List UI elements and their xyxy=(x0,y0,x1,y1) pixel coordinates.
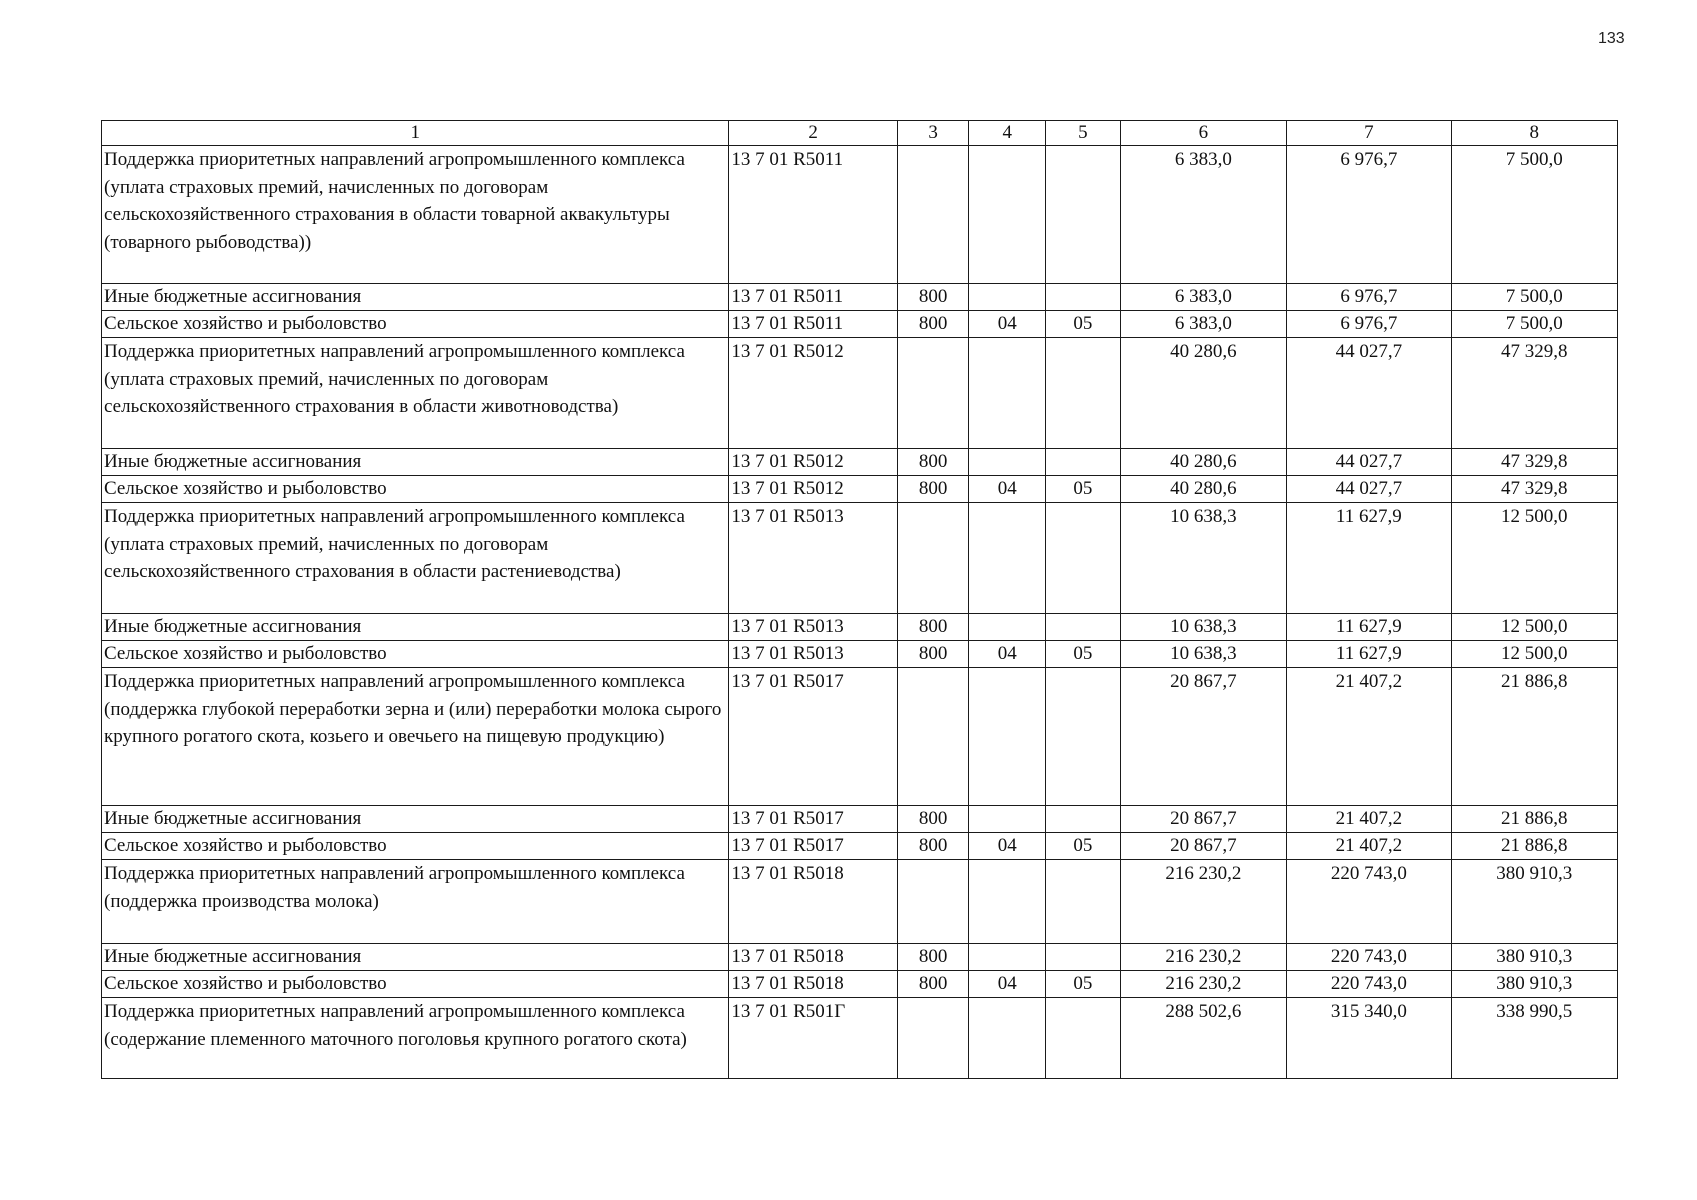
expense-type xyxy=(897,338,969,449)
header-row xyxy=(102,121,1618,146)
subsection xyxy=(1046,146,1121,284)
subsection xyxy=(1046,614,1121,641)
expense-type xyxy=(897,503,969,614)
target-article-code: 13 7 01 R5017 xyxy=(729,806,897,833)
amount-col-8: 47 329,8 xyxy=(1451,449,1617,476)
expense-type: 800 xyxy=(897,641,969,668)
amount-col-8: 12 500,0 xyxy=(1451,614,1617,641)
expense-type: 800 xyxy=(897,476,969,503)
item-name: Поддержка приоритетных направлений агропромышленного комплекса (поддержка глубокой переработки зерна и (или) переработки молока сырого крупного рогатого скота, козьего и овечьего на пищевую продукцию) xyxy=(102,668,729,806)
amount-col-8: 21 886,8 xyxy=(1451,668,1617,806)
section: 04 xyxy=(969,641,1046,668)
subsection: 05 xyxy=(1046,833,1121,860)
table-row xyxy=(102,944,1618,971)
table-row xyxy=(102,614,1618,641)
subsection xyxy=(1046,503,1121,614)
target-article-code: 13 7 01 R5018 xyxy=(729,860,897,944)
column-header: 8 xyxy=(1451,121,1617,146)
amount-col-6: 216 230,2 xyxy=(1120,944,1286,971)
table-row xyxy=(102,284,1618,311)
target-article-code: 13 7 01 R5018 xyxy=(729,944,897,971)
expense-type: 800 xyxy=(897,833,969,860)
amount-col-8: 7 500,0 xyxy=(1451,146,1617,284)
subsection xyxy=(1046,338,1121,449)
table-row xyxy=(102,311,1618,338)
target-article-code: 13 7 01 R501Г xyxy=(729,998,897,1079)
item-name: Поддержка приоритетных направлений агропромышленного комплекса (уплата страховых премий, начисленных по договорам сельскохозяйственного страхования в области товарной аквакультуры (товарного рыбоводства)) xyxy=(102,146,729,284)
section xyxy=(969,860,1046,944)
item-name: Сельское хозяйство и рыболовство xyxy=(102,476,729,503)
amount-col-7: 6 976,7 xyxy=(1287,146,1451,284)
amount-col-6: 6 383,0 xyxy=(1120,311,1286,338)
amount-col-6: 288 502,6 xyxy=(1120,998,1286,1079)
target-article-code: 13 7 01 R5017 xyxy=(729,668,897,806)
amount-col-7: 21 407,2 xyxy=(1287,668,1451,806)
item-name: Сельское хозяйство и рыболовство xyxy=(102,833,729,860)
amount-col-8: 380 910,3 xyxy=(1451,860,1617,944)
subsection xyxy=(1046,944,1121,971)
table-row xyxy=(102,449,1618,476)
target-article-code: 13 7 01 R5013 xyxy=(729,503,897,614)
target-article-code: 13 7 01 R5013 xyxy=(729,641,897,668)
amount-col-8: 12 500,0 xyxy=(1451,503,1617,614)
table-row xyxy=(102,971,1618,998)
target-article-code: 13 7 01 R5012 xyxy=(729,476,897,503)
subsection: 05 xyxy=(1046,641,1121,668)
amount-col-6: 40 280,6 xyxy=(1120,476,1286,503)
amount-col-8: 47 329,8 xyxy=(1451,338,1617,449)
amount-col-6: 6 383,0 xyxy=(1120,146,1286,284)
column-header: 6 xyxy=(1120,121,1286,146)
amount-col-7: 44 027,7 xyxy=(1287,449,1451,476)
subsection xyxy=(1046,449,1121,476)
subsection xyxy=(1046,284,1121,311)
target-article-code: 13 7 01 R5012 xyxy=(729,449,897,476)
section xyxy=(969,146,1046,284)
item-name: Сельское хозяйство и рыболовство xyxy=(102,311,729,338)
budget-table xyxy=(101,120,1618,1079)
item-name: Иные бюджетные ассигнования xyxy=(102,284,729,311)
amount-col-7: 11 627,9 xyxy=(1287,641,1451,668)
amount-col-6: 40 280,6 xyxy=(1120,449,1286,476)
amount-col-6: 216 230,2 xyxy=(1120,971,1286,998)
amount-col-8: 338 990,5 xyxy=(1451,998,1617,1079)
amount-col-7: 21 407,2 xyxy=(1287,833,1451,860)
column-header: 2 xyxy=(729,121,897,146)
subsection: 05 xyxy=(1046,311,1121,338)
amount-col-8: 21 886,8 xyxy=(1451,833,1617,860)
amount-col-8: 7 500,0 xyxy=(1451,311,1617,338)
subsection xyxy=(1046,668,1121,806)
subsection xyxy=(1046,806,1121,833)
expense-type: 800 xyxy=(897,614,969,641)
section: 04 xyxy=(969,311,1046,338)
column-header: 7 xyxy=(1287,121,1451,146)
amount-col-8: 47 329,8 xyxy=(1451,476,1617,503)
section xyxy=(969,806,1046,833)
section: 04 xyxy=(969,971,1046,998)
item-name: Иные бюджетные ассигнования xyxy=(102,614,729,641)
target-article-code: 13 7 01 R5011 xyxy=(729,146,897,284)
amount-col-7: 44 027,7 xyxy=(1287,338,1451,449)
table-row xyxy=(102,860,1618,944)
amount-col-8: 380 910,3 xyxy=(1451,971,1617,998)
amount-col-7: 220 743,0 xyxy=(1287,860,1451,944)
amount-col-6: 6 383,0 xyxy=(1120,284,1286,311)
amount-col-7: 220 743,0 xyxy=(1287,971,1451,998)
table-row xyxy=(102,146,1618,284)
item-name: Сельское хозяйство и рыболовство xyxy=(102,971,729,998)
target-article-code: 13 7 01 R5018 xyxy=(729,971,897,998)
amount-col-7: 220 743,0 xyxy=(1287,944,1451,971)
amount-col-7: 6 976,7 xyxy=(1287,311,1451,338)
expense-type: 800 xyxy=(897,449,969,476)
section xyxy=(969,449,1046,476)
amount-col-7: 44 027,7 xyxy=(1287,476,1451,503)
amount-col-7: 11 627,9 xyxy=(1287,614,1451,641)
amount-col-8: 21 886,8 xyxy=(1451,806,1617,833)
table-row xyxy=(102,338,1618,449)
expense-type xyxy=(897,998,969,1079)
item-name: Иные бюджетные ассигнования xyxy=(102,944,729,971)
table-row xyxy=(102,998,1618,1079)
section xyxy=(969,668,1046,806)
item-name: Поддержка приоритетных направлений агропромышленного комплекса (уплата страховых премий, начисленных по договорам сельскохозяйственного страхования в области животноводства) xyxy=(102,338,729,449)
table-row xyxy=(102,806,1618,833)
item-name: Иные бюджетные ассигнования xyxy=(102,806,729,833)
expense-type: 800 xyxy=(897,311,969,338)
column-header: 5 xyxy=(1046,121,1121,146)
amount-col-6: 20 867,7 xyxy=(1120,806,1286,833)
table-row xyxy=(102,503,1618,614)
expense-type: 800 xyxy=(897,944,969,971)
column-header: 1 xyxy=(102,121,729,146)
amount-col-7: 315 340,0 xyxy=(1287,998,1451,1079)
page-number: 133 xyxy=(1598,30,1625,47)
amount-col-6: 10 638,3 xyxy=(1120,614,1286,641)
amount-col-6: 40 280,6 xyxy=(1120,338,1286,449)
subsection xyxy=(1046,860,1121,944)
amount-col-8: 380 910,3 xyxy=(1451,944,1617,971)
expense-type xyxy=(897,668,969,806)
table-row xyxy=(102,833,1618,860)
target-article-code: 13 7 01 R5017 xyxy=(729,833,897,860)
target-article-code: 13 7 01 R5012 xyxy=(729,338,897,449)
amount-col-8: 12 500,0 xyxy=(1451,641,1617,668)
amount-col-7: 11 627,9 xyxy=(1287,503,1451,614)
amount-col-8: 7 500,0 xyxy=(1451,284,1617,311)
item-name: Поддержка приоритетных направлений агропромышленного комплекса (уплата страховых премий, начисленных по договорам сельскохозяйственного страхования в области растениеводства) xyxy=(102,503,729,614)
target-article-code: 13 7 01 R5011 xyxy=(729,284,897,311)
amount-col-6: 10 638,3 xyxy=(1120,503,1286,614)
item-name: Сельское хозяйство и рыболовство xyxy=(102,641,729,668)
subsection: 05 xyxy=(1046,476,1121,503)
section xyxy=(969,944,1046,971)
section xyxy=(969,998,1046,1079)
subsection: 05 xyxy=(1046,971,1121,998)
table-row xyxy=(102,641,1618,668)
amount-col-6: 10 638,3 xyxy=(1120,641,1286,668)
item-name: Иные бюджетные ассигнования xyxy=(102,449,729,476)
item-name: Поддержка приоритетных направлений агропромышленного комплекса (поддержка производства молока) xyxy=(102,860,729,944)
section: 04 xyxy=(969,476,1046,503)
column-header: 3 xyxy=(897,121,969,146)
expense-type xyxy=(897,860,969,944)
column-header: 4 xyxy=(969,121,1046,146)
section: 04 xyxy=(969,833,1046,860)
section xyxy=(969,614,1046,641)
section xyxy=(969,338,1046,449)
section xyxy=(969,284,1046,311)
table-row xyxy=(102,476,1618,503)
section xyxy=(969,503,1046,614)
amount-col-6: 20 867,7 xyxy=(1120,833,1286,860)
expense-type: 800 xyxy=(897,806,969,833)
amount-col-6: 20 867,7 xyxy=(1120,668,1286,806)
table-row xyxy=(102,668,1618,806)
amount-col-7: 21 407,2 xyxy=(1287,806,1451,833)
expense-type xyxy=(897,146,969,284)
target-article-code: 13 7 01 R5013 xyxy=(729,614,897,641)
expense-type: 800 xyxy=(897,971,969,998)
expense-type: 800 xyxy=(897,284,969,311)
item-name: Поддержка приоритетных направлений агропромышленного комплекса (содержание племенного маточного поголовья крупного рогатого скота) xyxy=(102,998,729,1079)
subsection xyxy=(1046,998,1121,1079)
target-article-code: 13 7 01 R5011 xyxy=(729,311,897,338)
amount-col-6: 216 230,2 xyxy=(1120,860,1286,944)
amount-col-7: 6 976,7 xyxy=(1287,284,1451,311)
